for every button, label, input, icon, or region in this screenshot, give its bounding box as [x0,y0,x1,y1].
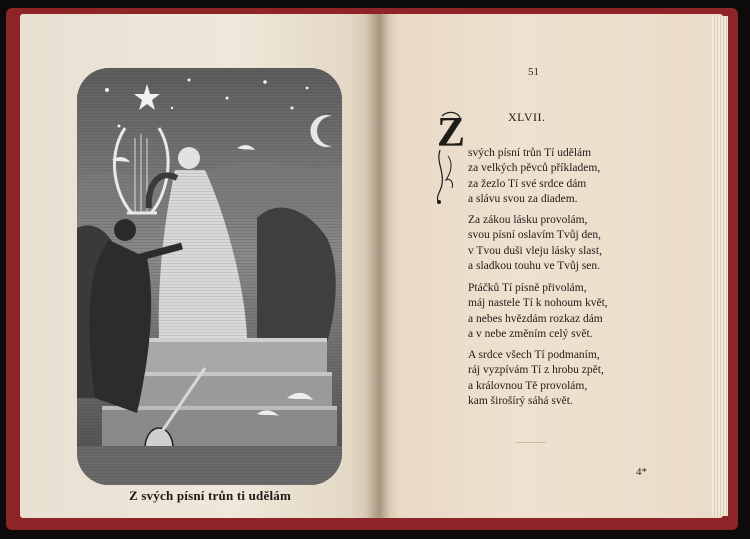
svg-text:Z: Z [437,110,466,156]
stanza-3 [468,281,608,343]
left-page [20,14,378,518]
poem-line: Ptáčků Tí písně přivolám, [468,282,587,294]
poem-line: kam širošírý sáhá svět. [468,395,573,408]
page-number: 51 [528,66,539,78]
right-page [378,14,723,518]
stanza-2 [468,213,602,275]
poem-line: A srdce všech Tí podmaním, [468,349,600,361]
poem-line: ráj vyzpívám Tí z hrobu zpět, [468,364,604,377]
poem-line: za žezlo Tí své srdce dám [468,177,587,190]
poem-line: svou písní oslavím Tvůj den, [468,229,601,242]
stanza-1 [468,146,600,208]
illustration-caption: Z svých písní trůn ti udělám [129,488,291,503]
poem-line: a slávu svou za diadem. [468,193,578,206]
poem-line: Za zákou lásku provolám, [468,214,588,226]
poem-line: a královnou Tě provolám, [468,379,588,392]
engraving-illustration [77,68,342,485]
poem-line: za velkých pěvců příkladem, [468,162,601,175]
signature-mark: 4* [636,466,647,478]
poem-line: a nebes hvězdám rozkaz dám [468,312,603,325]
book-gutter [366,14,390,518]
poem-line: a v nebe změním celý svět. [468,328,593,341]
poem-line: a sladkou touhu ve Tvůj sen. [468,260,601,273]
poem-title: XLVII. [508,110,546,124]
faint-rule [516,442,546,443]
poem-line: máj nastele Tí k nohoum květ, [468,297,608,310]
stanza-4 [468,348,604,410]
poem-line: v Tvou duši vleju lásky slast, [468,244,602,257]
page-edges [712,16,728,516]
poem-line: svých písní trůn Tí udělám [468,147,592,159]
decorative-initial-z [434,110,466,206]
